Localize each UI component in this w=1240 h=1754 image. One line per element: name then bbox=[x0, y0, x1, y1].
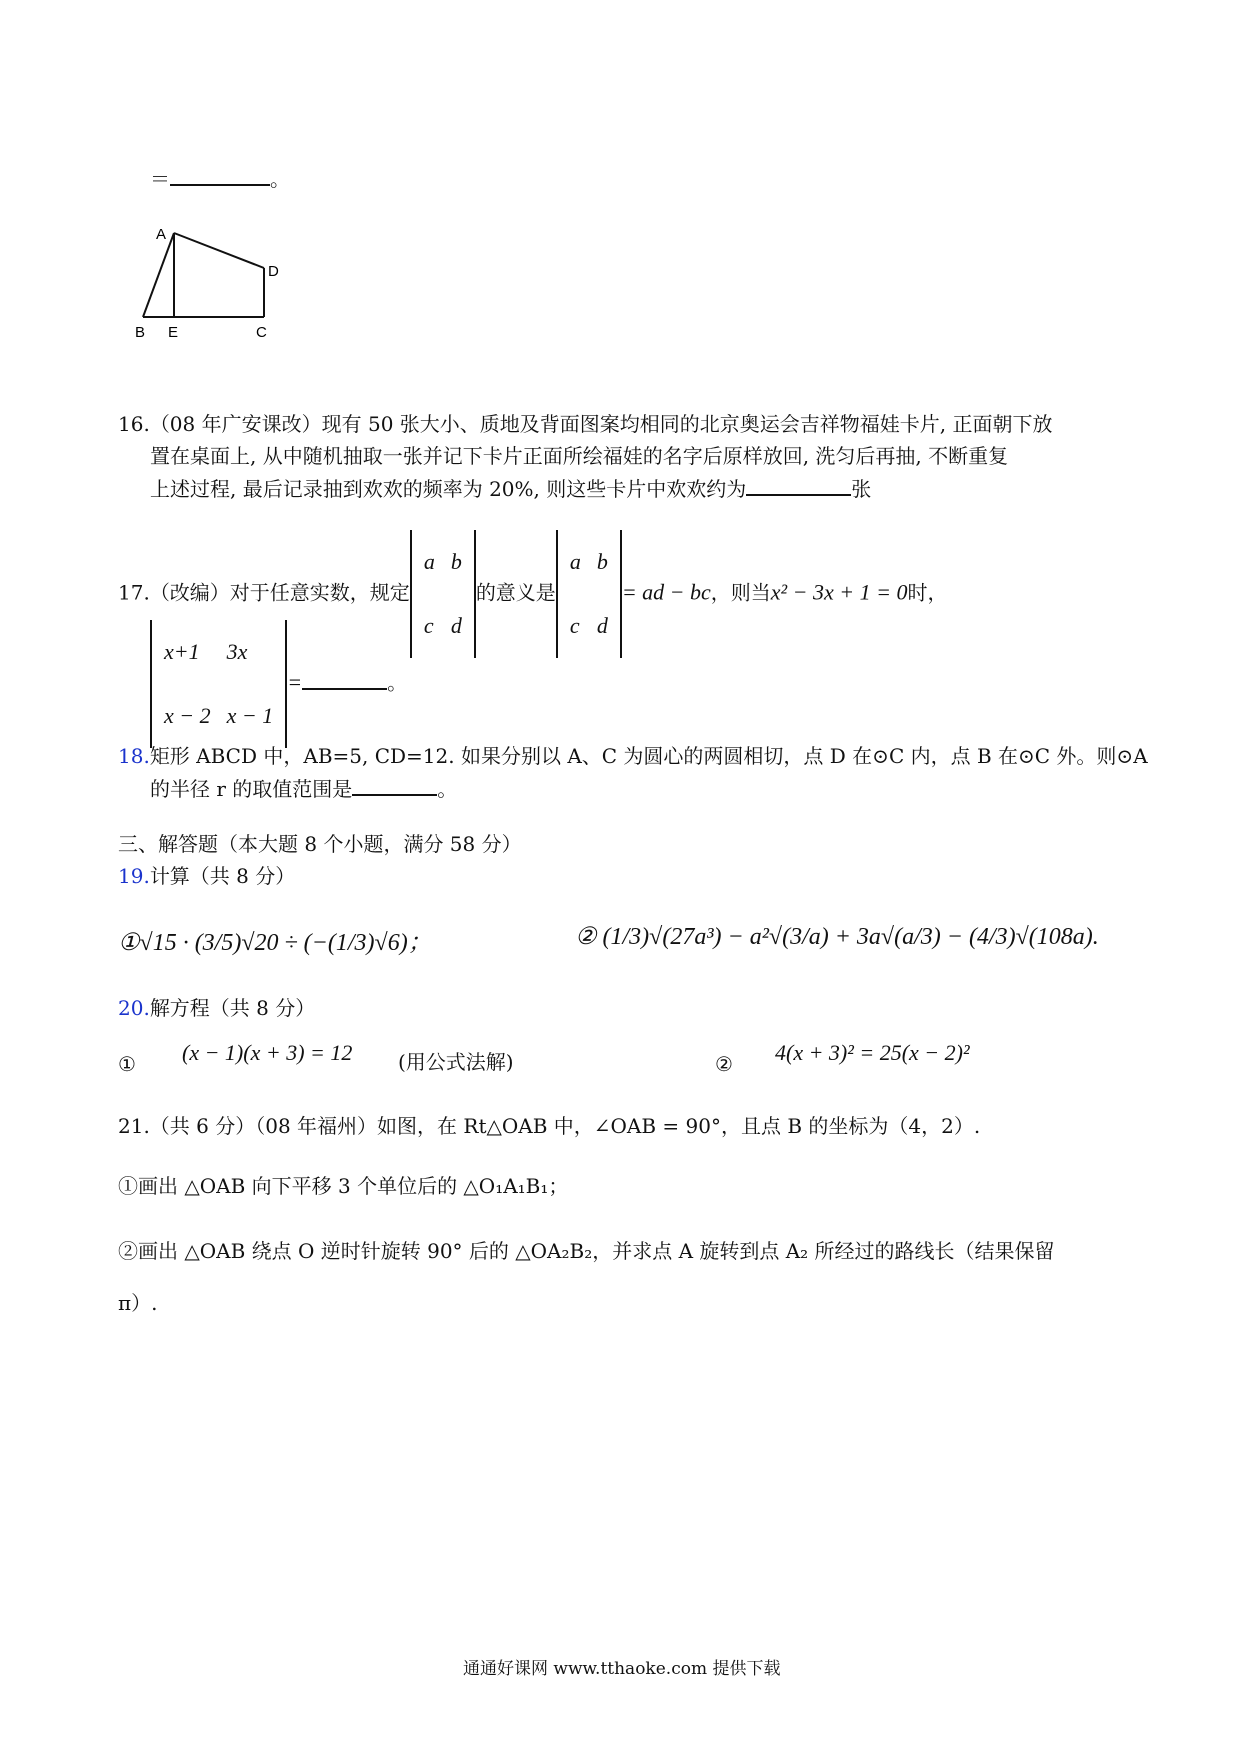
det-a: a bbox=[423, 549, 435, 574]
q17-number: 17. bbox=[118, 580, 150, 605]
q20-label: 解方程（共 8 分） bbox=[149, 996, 316, 1020]
q17-rule: = ad − bc bbox=[621, 579, 711, 605]
q20-part1-note: (用公式法解) bbox=[398, 1050, 514, 1074]
det-d: d bbox=[450, 613, 462, 638]
q17-equals: = bbox=[287, 669, 303, 695]
q16-line2 bbox=[150, 440, 1008, 472]
q15-end: 。 bbox=[270, 167, 290, 191]
q20-number: 20. bbox=[118, 996, 150, 1020]
q18-text-1: 矩形 ABCD 中，AB=5, CD=12. 如果分别以 A、C 为圆心的两圆相切，点 D 在⊙C 内，点 B 在⊙C 外。则⊙A bbox=[149, 744, 1148, 768]
q15-answer-line bbox=[150, 162, 290, 195]
q16-text-2: 置在桌面上, 从中随机抽取一张并记下卡片正面所绘福娃的名字后原样放回, 洗匀后再抽, 不断重复 bbox=[150, 444, 1009, 468]
rule-det-b: b bbox=[596, 549, 608, 574]
q19-part1: ①√15 · (3/5)√20 ÷ (−(1/3)√6)； bbox=[118, 930, 432, 956]
q16-line1 bbox=[118, 408, 1053, 440]
q16-blank bbox=[746, 472, 851, 496]
edge-AD bbox=[174, 233, 264, 268]
det-c: c bbox=[423, 613, 434, 638]
q18-number: 18. bbox=[118, 744, 150, 768]
q17-determinant-rule bbox=[556, 530, 622, 658]
q16-number: 16. bbox=[118, 412, 150, 436]
q18-end: 。 bbox=[437, 777, 458, 801]
q18-line1 bbox=[118, 740, 1148, 772]
q18-blank bbox=[352, 772, 437, 796]
q16-line3 bbox=[150, 472, 871, 505]
q15-blank bbox=[170, 162, 270, 186]
qdet-11: x+1 bbox=[164, 639, 200, 664]
q20-part1-mark: ① bbox=[118, 1052, 136, 1076]
q19-header bbox=[118, 860, 295, 892]
qdet-12: 3x bbox=[226, 639, 248, 664]
q17-line2 bbox=[150, 620, 407, 748]
label-A: A bbox=[156, 226, 167, 243]
q20-part2-mark: ② bbox=[715, 1052, 733, 1076]
q19-label: 计算（共 8 分） bbox=[149, 864, 296, 888]
q20-part2-eq: 4(x + 3)² = 25(x − 2)² bbox=[775, 1040, 970, 1065]
section3-title: 三、解答题（本大题 8 个小题，满分 58 分） bbox=[118, 832, 522, 856]
page-footer: 通通好课网 www.tthaoke.com 提供下载 bbox=[463, 1659, 781, 1679]
label-B: B bbox=[135, 324, 146, 340]
q21-line4: π）. bbox=[118, 1291, 158, 1315]
q16-end: 张 bbox=[851, 477, 872, 501]
q21-line2: ①画出 △OAB 向下平移 3 个单位后的 △O₁A₁B₁； bbox=[118, 1174, 569, 1198]
qdet-21: x − 2 bbox=[164, 703, 211, 728]
edge-AB bbox=[143, 233, 174, 317]
quadrilateral-figure bbox=[130, 225, 290, 340]
q17-condition: x² − 3x + 1 = 0 bbox=[770, 579, 908, 605]
q17-cond-pre: ，则当 bbox=[710, 580, 771, 605]
q17-determinant-def bbox=[410, 530, 476, 658]
q18-line2 bbox=[150, 772, 457, 805]
q19-part2: ② (1/3)√(27a³) − a²√(3/a) + 3a√(a/3) − (4/3)√(108a). bbox=[575, 924, 1099, 950]
q21-line3: ②画出 △OAB 绕点 O 逆时针旋转 90° 后的 △OA₂B₂，并求点 A 旋转到点 A₂ 所经过的路线长（结果保留 bbox=[118, 1239, 1055, 1263]
label-E: E bbox=[168, 324, 179, 340]
q17-end: 。 bbox=[387, 670, 408, 695]
label-C: C bbox=[256, 324, 267, 340]
q15-equals: ＝ bbox=[150, 167, 170, 191]
rule-det-c: c bbox=[569, 613, 580, 638]
qdet-22: x − 1 bbox=[226, 703, 274, 728]
q17-mid: 的意义是 bbox=[475, 580, 556, 605]
q17-determinant-question bbox=[150, 620, 287, 748]
rule-det-a: a bbox=[569, 549, 581, 574]
q20-part1-eq: (x − 1)(x + 3) = 12 bbox=[182, 1040, 353, 1065]
q21-line1: 21.（共 6 分）（08 年福州）如图，在 Rt△OAB 中，∠OAB = 90°，且点 B 的坐标为（4，2）. bbox=[118, 1114, 981, 1138]
q18-text-2: 的半径 r 的取值范围是 bbox=[150, 777, 353, 801]
q19-number: 19. bbox=[118, 864, 150, 888]
rule-det-d: d bbox=[596, 613, 608, 638]
q17-intro: （改编）对于任意实数，规定 bbox=[149, 580, 410, 605]
q17-blank bbox=[302, 666, 387, 690]
label-D: D bbox=[268, 263, 279, 280]
q20-header bbox=[118, 992, 315, 1024]
q16-text-1: （08 年广安课改）现有 50 张大小、质地及背面图案均相同的北京奥运会吉祥物福娃卡片, 正面朝下放 bbox=[149, 412, 1053, 436]
det-b: b bbox=[450, 549, 462, 574]
q16-text-3: 上述过程, 最后记录抽到欢欢的频率为 20%, 则这些卡片中欢欢约为 bbox=[150, 477, 747, 501]
q17-cond-post: 时， bbox=[907, 580, 948, 605]
